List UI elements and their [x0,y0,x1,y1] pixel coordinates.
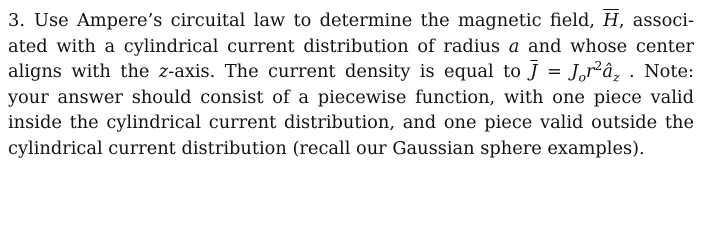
problem-line-1 [8,8,694,34]
line-2-text-b: and whose center [519,35,694,57]
radius-symbol: a [508,35,520,57]
problem-line-3 [8,59,694,85]
problem-line-2 [8,34,694,60]
line-5-text: inside the cylindrical current distribution, and one piece valid outside the [8,112,694,134]
current-density-symbol: $\overline{J}$ [530,61,538,83]
line-3-text-c: . Note: [619,61,694,83]
magnetic-field-symbol: $\overline{H}$ [603,10,619,31]
line-1-text-b: , associ- [618,10,694,31]
line-4-text: your answer should consist of a piecewise function, with one piece valid [8,86,694,108]
problem-line-4 [8,85,694,111]
problem-statement [8,8,694,162]
problem-number: 3. [8,10,25,31]
z-axis-symbol: z [158,61,169,83]
line-3-text-a: aligns with the [8,61,159,83]
line-6-text: cylindrical current distribution (recall our Gaussian sphere examples). [8,137,645,159]
problem-line-5 [8,110,694,136]
line-3-text-b: -axis. The current density is equal to [168,61,531,83]
radial-variable: r [585,61,595,83]
line-1-text-a: Use Ampere’s circuital law to determine the magnetic field, [34,10,604,31]
current-density-subscript: o [578,69,586,85]
radial-exponent: 2 [594,58,603,74]
unit-vector-subscript: z [612,69,620,85]
problem-line-6 [8,136,694,162]
unit-vector: â [602,61,613,83]
line-2-text-a: ated with a cylindrical current distribution of radius [8,35,509,57]
current-density-equation: = J [537,61,579,83]
